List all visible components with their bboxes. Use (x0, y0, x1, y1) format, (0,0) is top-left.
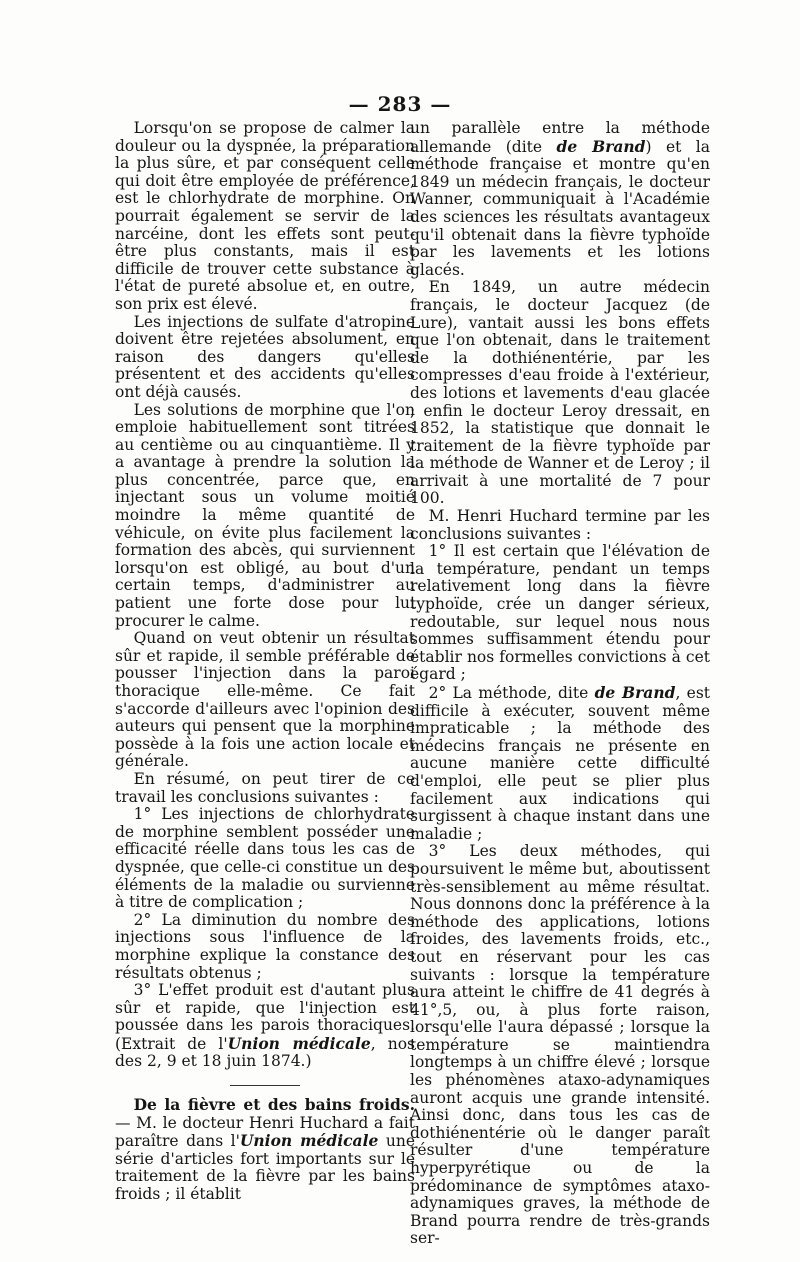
paragraph-text: 3° L'effet produit est d'autant plus sûr et rapide, que l'injection est poussée dans les parois thoraciques. (Extrait de l' (115, 981, 415, 1053)
paragraph-text: une série d'articles fort importants sur le traitement de la fièvre par les bains froids ; il établit (115, 1132, 415, 1204)
paragraph (115, 982, 415, 1071)
left-column (115, 120, 415, 1204)
paragraph: Les injections de sulfate d'atropine doivent être rejetées absolument, en raison des dangers qu'elles présentent et des accidents qu'elles ont déjà causés. (115, 312, 415, 401)
paragraph-text: ) et la méthode française et montre qu'en 1849 un médecin français, le docteur Wanner, communiquait à l'Académie des sciences les résultats avantageux qu'il obtenait dans la fièvre typhoïde par les lavements et les lotions glacés. (410, 137, 711, 279)
paragraph-text: — M. le docteur Henri Huchard a fait paraître dans l' (115, 1113, 415, 1151)
paragraph: Quand on veut obtenir un résultat sûr et rapide, il semble préférable de pousser l'injection dans la paroi thoracique elle-même. Ce fait s'accorde d'ailleurs avec l'opinion des auteurs qui pensent que la morphine possède à la fois une action locale et générale. (115, 629, 415, 771)
journal-title: Union médicale (227, 1033, 371, 1053)
right-column (410, 120, 710, 1248)
paragraph: En résumé, on peut tirer de ce travail les conclusions suivantes : (115, 769, 415, 806)
paragraph-text: , nos des 2, 9 et 18 juin 1874.) (115, 1034, 415, 1071)
section-heading: De la fièvre et des bains froids. (133, 1095, 415, 1115)
paragraph: M. Henri Huchard termine par les conclusions suivantes : (410, 507, 710, 543)
paragraph: Lorsqu'on se propose de calmer la douleur ou la dyspnée, la préparation la plus sûre, et par conséquent celle qui doit être employée de préférence, est le chlorhydrate de morphine. On pourrait également se servir de la narcéine, dont les effets sont peut-être plus constants, mais il est difficile de trouver cette substance à l'état de pureté absolue et, en outre, son prix est élevé. (115, 119, 415, 313)
paragraph-text: 2° La méthode, dite (428, 684, 595, 702)
paragraph: 1° Les injections de chlorhydrate de morphine semblent posséder une efficacité réelle dans tous les cas de dyspnée, que celle-ci constitue un des éléments de la maladie ou survienne à titre de complication ; (115, 805, 415, 912)
paragraph: En 1849, un autre médecin français, le docteur Jacquez (de Lure), vantait aussi les bons effets que l'on obtenait, dans le traitement de la dothiénentérie, par les compresses d'eau froide à l'extérieur, des lotions et lavements d'eau glacée ; enfin le docteur Leroy dressait, en 1852, la statistique que donnait le traitement de la fièvre typhoïde par la méthode de Wanner et de Leroy ; il arrivait à une mortalité de 7 pour 100. (410, 278, 710, 508)
method-name: de Brand (556, 136, 646, 156)
paragraph: 3° Les deux méthodes, qui poursuivent le même but, aboutissent très-sensiblement au même résultat. Nous donnons donc la préférence à la méthode des applications, lotions froides, des lavements froids, etc., tout en réservant pour les cas suivants : lorsque la température aura atteint le chiffre de 41 degrés à 41°,5, ou, à plus forte raison, lorsqu'elle l'aura dépassé ; lorsque la température se maintiendra longtemps à un chiffre élevé ; lorsque les phénomènes ataxo-adynamiques auront acquis une grande intensité. Ainsi donc, dans tous les cas de dothiénentérie où le danger paraît résulter d'une température hyperpyrétique ou de la prédominance de symptômes ataxo-adynamiques graves, la méthode de Brand pourra rendre de très-grands ser- (410, 842, 710, 1248)
section-divider (230, 1085, 300, 1086)
paragraph (410, 684, 710, 843)
journal-title: Union médicale (239, 1131, 379, 1151)
method-name: de Brand (594, 683, 676, 702)
paragraph-text: , est difficile à exécuter, souvent même impraticable ; la méthode des médecins français ne présente en aucune manière cette difficulté d'emploi, elle peut se plier plus facilement aux indications qui surgissent à chaque instant dans une maladie ; (410, 684, 710, 843)
paragraph: 1° Il est certain que l'élévation de la température, pendant un temps relativement long dans la fièvre typhoïde, crée un danger sérieux, redoutable, sur lequel nous nous sommes suffisamment étendu pour établir nos formelles convictions à cet égard ; (410, 542, 710, 684)
paragraph: 2° La diminution du nombre des injections sous l'influence de la morphine explique la constance des résultats obtenus ; (115, 910, 415, 982)
paragraph: Les solutions de morphine que l'on emploie habituellement sont titrées au centième ou au cinquantième. Il y a avantage à prendre la solution la plus concentrée, parce que, en injectant sous un volume moitié moindre la même quantité de véhicule, on évite plus facilement la formation des abcès, qui surviennent lorsqu'on est obligé, au bout d'un certain temps, d'administrer au patient une forte dose pour lui procurer le calme. (115, 400, 415, 630)
paragraph (410, 120, 710, 279)
page-number: — 283 — (348, 92, 452, 116)
paragraph-text: un parallèle entre la méthode allemande (dite (410, 119, 710, 156)
section-paragraph (115, 1096, 415, 1204)
